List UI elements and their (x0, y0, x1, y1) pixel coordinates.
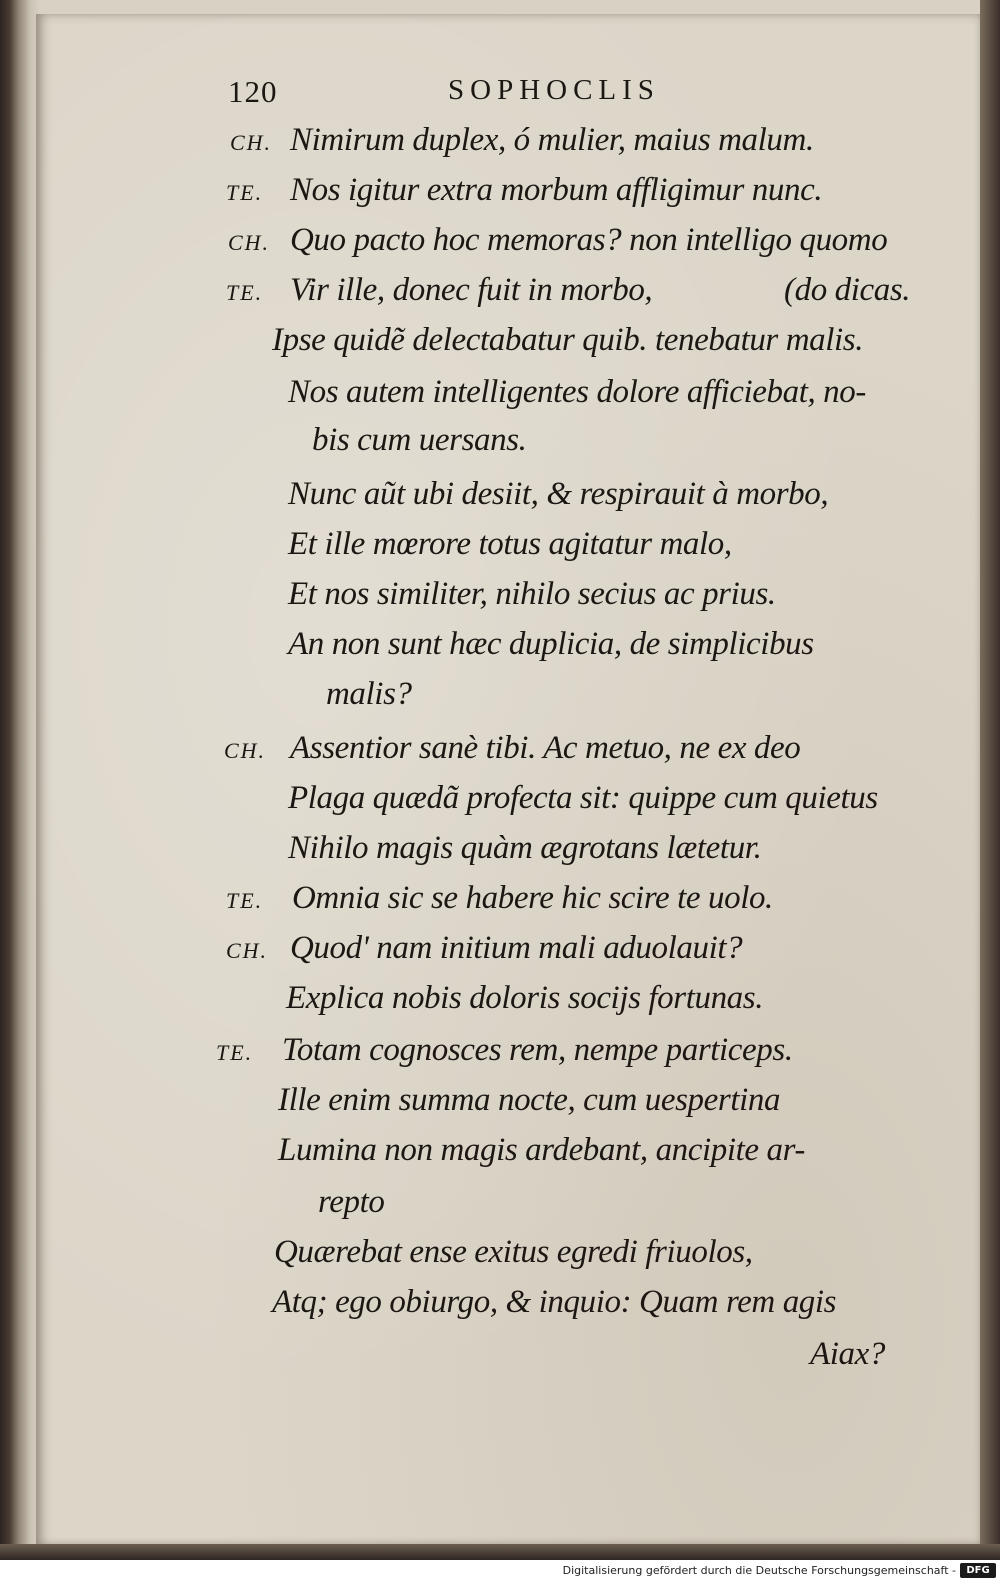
verse-line: Explica nobis doloris socijs fortunas. (286, 980, 764, 1016)
speaker-label: CH. (226, 938, 269, 963)
verse-line: malis? (326, 676, 412, 712)
verse-line: Quærebat ense exitus egredi friuolos, (274, 1234, 753, 1270)
verse-line: An non sunt hæc duplicia, de simplicibus (288, 626, 814, 662)
speaker-label: TE. (226, 180, 264, 205)
verse-line: Et nos similiter, nihilo secius ac prius. (288, 576, 776, 612)
verse-line: Nos igitur extra morbum affligimur nunc. (290, 172, 823, 208)
verse-line: Nihilo magis quàm ægrotans lætetur. (288, 830, 762, 866)
verse-line: Aiax? (810, 1336, 885, 1372)
speaker-label: TE. (216, 1040, 254, 1065)
verse-line: Nos autem intelligentes dolore afficiebat, no- (288, 374, 866, 410)
speaker-label: CH. (224, 738, 267, 763)
verse-line: Ipse quidẽ delectabatur quib. tenebatur malis. (272, 322, 864, 358)
verse-line: Quod' nam initium mali aduolauit? (290, 930, 743, 966)
page-header (228, 74, 928, 114)
speaker-label: TE. (226, 280, 264, 305)
verse-line: Lumina non magis ardebant, ancipite ar- (278, 1132, 805, 1168)
verse-line: Atq; ego obiurgo, & inquio: Quam rem agis (272, 1284, 837, 1320)
verse-line: Omnia sic se habere hic scire te uolo. (292, 880, 773, 916)
verse-line: Nunc aũt ubi desiit, & respirauit à morbo, (288, 476, 829, 512)
verse-line: Totam cognosces rem, nempe particeps. (282, 1032, 793, 1068)
verse-line: repto (318, 1184, 385, 1220)
verse-line: Ille enim summa nocte, cum uespertina (278, 1082, 781, 1118)
verse-line: Nimirum duplex, ó mulier, maius malum. (290, 122, 814, 158)
verse-line: Plaga quædã profecta sit: quippe cum quietus (288, 780, 878, 816)
verse-line: Et ille mœrore totus agitatur malo, (288, 526, 732, 562)
verse-line: Quo pacto hoc memoras? non intelligo quomo (290, 222, 888, 258)
speaker-label: TE. (226, 888, 264, 913)
funding-credit: Digitalisierung gefördert durch die Deutsche Forschungsgemeinschaft - (562, 1564, 956, 1577)
verse-line-turnover: (do dicas. (784, 272, 911, 308)
page-number: 120 (228, 74, 278, 109)
verse-line: bis cum uersans. (312, 422, 527, 458)
verse-line: Assentior sanè tibi. Ac metuo, ne ex deo (290, 730, 801, 766)
digitization-footer (0, 1560, 1000, 1582)
dfg-logo: DFG (960, 1563, 996, 1578)
running-title: SOPHOCLIS (448, 74, 660, 106)
speaker-label: CH. (230, 130, 273, 155)
page-edge-bottom (0, 1544, 1000, 1560)
speaker-label: CH. (228, 230, 271, 255)
verse-line: Vir ille, donec fuit in morbo, (290, 272, 653, 308)
page-edge-right (980, 0, 1000, 1560)
